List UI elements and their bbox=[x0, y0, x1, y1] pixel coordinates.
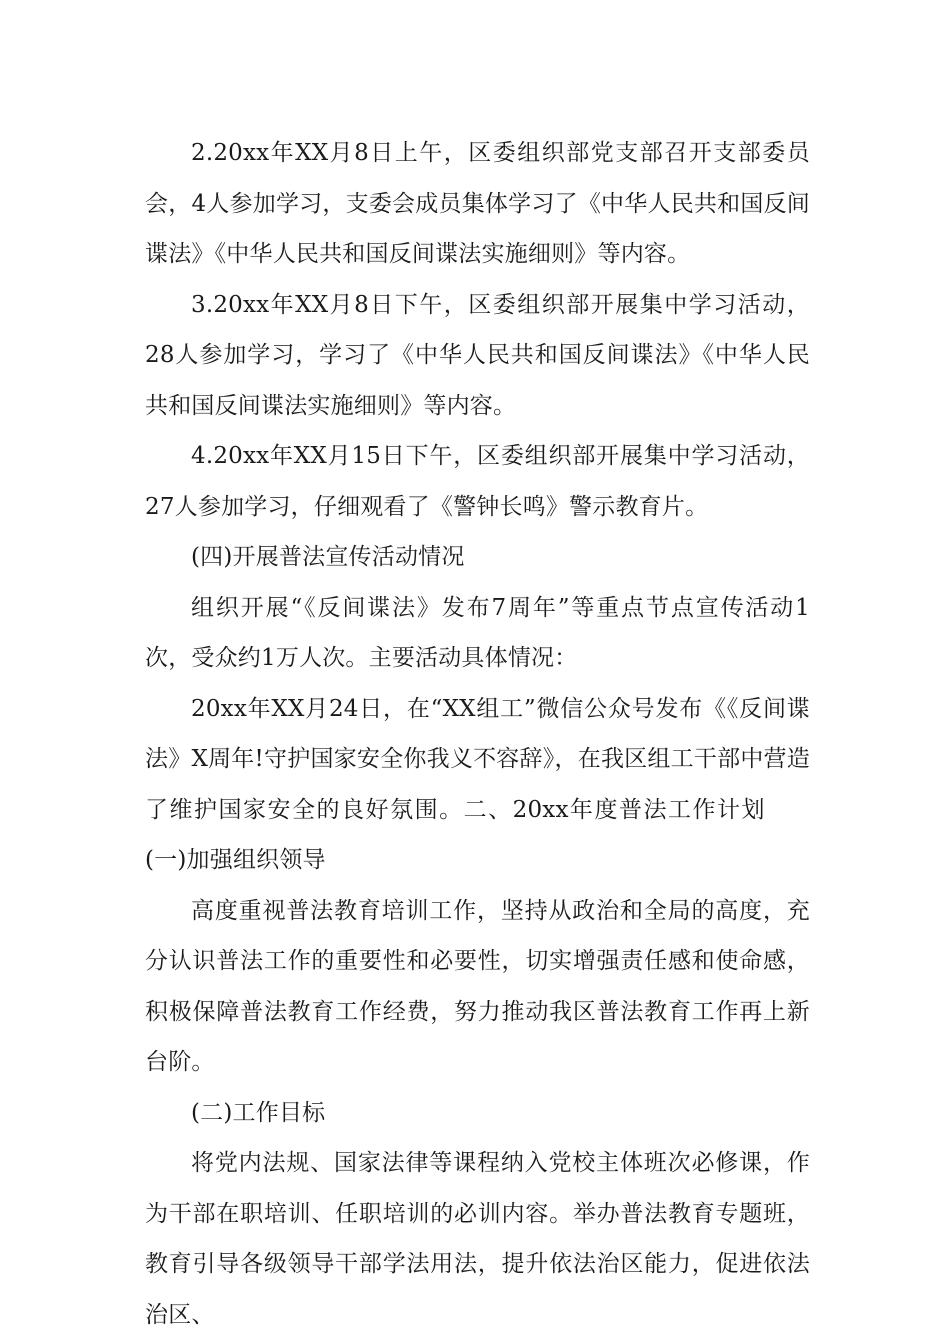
section-heading-4: (四)开展普法宣传活动情况 bbox=[191, 544, 465, 570]
paragraph-goals: 将党内法规、国家法律等课程纳入党校主体班次必修课，作为干部在职培训、任职培训的必训内容。举办普法教育专题班，教育引导各级领导干部学法用法，提升依法治区能力，促进依法治区、 bbox=[145, 1150, 810, 1328]
section-heading-goals: (二)工作目标 bbox=[191, 1099, 326, 1126]
paragraph-leadership: 高度重视普法教育培训工作，坚持从政治和全局的高度，充分认识普法工作的重要性和必要性，切实增强责任感和使命感，积极保障普法教育工作经费，努力推动我区普法教育工作再上新台阶。 bbox=[145, 897, 810, 1075]
paragraph-meeting-3: 4.20xx年XX月15日下午，区委组织部开展集中学习活动，27人参加学习，仔细观看了《警钟长鸣》警示教育片。 bbox=[145, 443, 810, 520]
paragraph-meeting-2: 3.20xx年XX月8日下午，区委组织部开展集中学习活动，28人参加学习，学习了《中华人民共和国反间谍法》《中华人民共和国反间谍法实施细则》等内容。 bbox=[145, 291, 810, 419]
document-body bbox=[145, 128, 810, 1340]
paragraph-publicity-summary: 组织开展“《反间谍法》发布7周年”等重点节点宣传活动1次，受众约1万人次。主要活动具体情况： bbox=[145, 594, 810, 671]
paragraph-meeting-1: 2.20xx年XX月8日上午，区委组织部党支部召开支部委员会，4人参加学习，支委会成员集体学习了《中华人民共和国反间谍法》《中华人民共和国反间谍法实施细则》等内容。 bbox=[145, 140, 810, 267]
plan-heading-1: (一)加强组织领导 bbox=[145, 847, 326, 873]
paragraph-publicity-detail bbox=[145, 684, 810, 886]
paragraph-publicity-detail-text: 20xx年XX月24日，在“XX组工”微信公众号发布《《反间谍法》X周年!守护国家安全你我义不容辞》，在我区组工干部中营造了维护国家安全的良好氛围。二、20xx年度普法工作计划 bbox=[145, 695, 810, 823]
